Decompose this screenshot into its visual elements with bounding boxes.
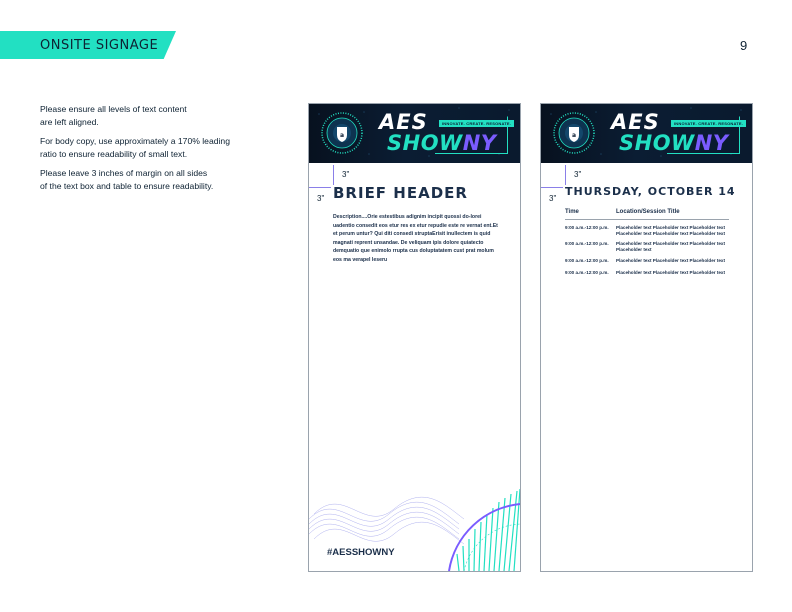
sign-mockup-brief-header bbox=[308, 103, 521, 572]
note-margins: Please leave 3 inches of margin on all sides of the text box and table to ensure readability. bbox=[40, 168, 214, 191]
schedule-table-header bbox=[565, 209, 729, 220]
margin-left-label: 3" bbox=[317, 194, 325, 203]
sign-description: Description....Orie estestibus adignim incipit quossi do-lorei uadentio consedit eos etur res ex etur repudie este re vernat ent.Et et perum untur? Qui diti consedi struptaErisit inullectem is quid magnati reprent unsandae. De veliquam ipis dolore quiatecto demquatio que enimolo rrupta cus doluptatatem cust prat molum eos ma verapel leseru bbox=[333, 214, 498, 263]
logo-show: SHOW bbox=[619, 131, 695, 155]
margin-left-line bbox=[541, 187, 563, 188]
row-title: Placeholder text Placeholder text Placeholder text bbox=[616, 258, 726, 263]
section-title: ONSITE SIGNAGE bbox=[40, 38, 159, 53]
margin-top-line bbox=[565, 165, 566, 185]
page-number: 9 bbox=[740, 38, 748, 53]
guidelines-notes bbox=[40, 103, 280, 199]
logo-ny: NY bbox=[462, 131, 497, 155]
sign-header: BRIEF HEADER bbox=[333, 184, 468, 202]
sign-banner bbox=[541, 104, 752, 163]
sign-mockup-schedule bbox=[540, 103, 753, 572]
sound-wave-emblem bbox=[322, 113, 362, 153]
logo-tagline: INNOVATE. CREATE. RESONATE. bbox=[671, 120, 746, 127]
sign-banner bbox=[309, 104, 520, 163]
note-alignment: Please ensure all levels of text content are left aligned. bbox=[40, 104, 187, 127]
margin-top-label: 3" bbox=[574, 170, 582, 179]
row-time: 9:00 a.m.-12:00 p.m. bbox=[565, 225, 609, 230]
event-hashtag: #AESSHOWNY bbox=[327, 547, 395, 558]
svg-text:a: a bbox=[340, 132, 345, 139]
margin-left-line bbox=[309, 187, 331, 188]
logo-aes: AES bbox=[379, 110, 428, 134]
row-title: Placeholder text Placeholder text Placeholder text Placeholder text bbox=[616, 241, 726, 252]
schedule-date-header: THURSDAY, OCTOBER 14 bbox=[565, 185, 736, 198]
margin-top-line bbox=[333, 165, 334, 185]
logo-show-ny bbox=[387, 131, 497, 155]
margin-left-label: 3" bbox=[549, 194, 557, 203]
svg-text:a: a bbox=[572, 132, 577, 139]
logo-show: SHOW bbox=[387, 131, 463, 155]
sound-wave-emblem bbox=[554, 113, 594, 153]
logo-ny: NY bbox=[694, 131, 729, 155]
logo-tagline: INNOVATE. CREATE. RESONATE. bbox=[439, 120, 514, 127]
column-time: Time bbox=[565, 209, 579, 215]
logo-aes: AES bbox=[611, 110, 660, 134]
row-time: 9:00 a.m.-12:00 p.m. bbox=[565, 241, 609, 246]
logo-show-ny bbox=[619, 131, 729, 155]
note-leading: For body copy, use approximately a 170% leading ratio to ensure readability of small text. bbox=[40, 136, 230, 159]
row-time: 9:00 a.m.-12:00 p.m. bbox=[565, 258, 609, 263]
column-location: Location/Session Title bbox=[616, 209, 680, 215]
row-title: Placeholder text Placeholder text Placeholder text bbox=[616, 270, 726, 275]
row-title: Placeholder text Placeholder text Placeholder text Placeholder text Placeholder text Placeholder text bbox=[616, 225, 726, 236]
margin-top-label: 3" bbox=[342, 170, 350, 179]
row-time: 9:00 a.m.-12:00 p.m. bbox=[565, 270, 609, 275]
